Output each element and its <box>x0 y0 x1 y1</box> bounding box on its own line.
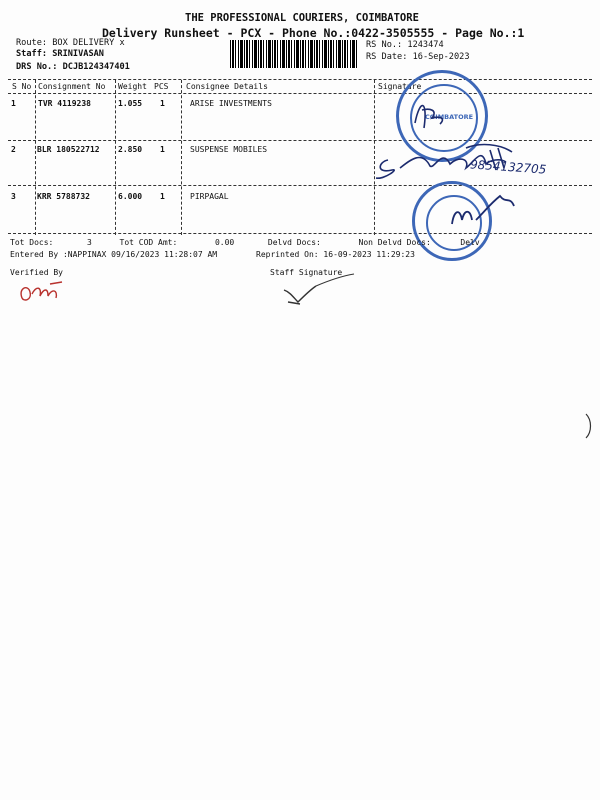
cell-pcs: 1 <box>160 192 165 201</box>
rs-date-value: 16-Sep-2023 <box>412 52 470 62</box>
drs-row <box>16 62 130 72</box>
staff-signature-mark <box>280 272 360 312</box>
cell-weight: 6.000 <box>118 192 143 201</box>
tot-cod-label: Tot COD Amt: <box>119 238 178 247</box>
cell-consignment: TVR 4119238 <box>38 99 91 108</box>
staff-row <box>16 49 104 59</box>
rs-no-label: RS No.: <box>366 40 403 50</box>
cell-pcs: 1 <box>160 99 165 108</box>
row-rule <box>8 185 592 186</box>
non-delvd-docs-label: Non Delvd Docs: <box>358 238 431 247</box>
tot-docs-label: Tot Docs: <box>10 238 54 247</box>
cell-sno: 3 <box>11 192 16 201</box>
cell-consignment: KRR 5788732 <box>37 192 90 201</box>
th-pcs: PCS <box>154 82 169 91</box>
rs-date-row <box>366 52 470 62</box>
entered-by: Entered By :NAPPINAX 09/16/2023 11:28:07 AM <box>10 250 218 259</box>
verified-signature <box>14 278 74 308</box>
row3-signature <box>440 190 520 240</box>
cell-weight: 2.850 <box>118 145 143 154</box>
cell-weight: 1.055 <box>118 99 143 108</box>
staff-value: SRINIVASAN <box>52 49 104 59</box>
table-top-rule <box>8 79 592 80</box>
barcode <box>230 40 358 68</box>
rs-no-row <box>366 40 444 50</box>
cell-pcs: 1 <box>160 145 165 154</box>
delvd-docs-label: Delvd Docs: <box>267 238 321 247</box>
handwritten-phone: 9854132705 <box>469 157 547 177</box>
table-header-rule <box>8 93 592 94</box>
totals-row <box>10 238 480 247</box>
cell-consignment: BLR 180522712 <box>37 145 100 154</box>
cell-consignee: ARISE INVESTMENTS <box>190 99 272 108</box>
cell-sno: 1 <box>11 99 16 108</box>
tot-docs-value: 3 <box>87 238 92 247</box>
col-divider <box>115 80 116 235</box>
tot-cod-value: 0.00 <box>214 238 235 247</box>
th-consignee: Consignee Details <box>186 82 268 91</box>
th-consignment: Consignment No <box>38 82 106 91</box>
staff-signature-label: Staff Signature <box>270 268 343 277</box>
route-value: BOX DELIVERY x <box>52 38 125 48</box>
drs-value: DCJB124347401 <box>62 62 130 72</box>
cell-consignee: SUSPENSE MOBILES <box>190 145 268 154</box>
rs-no-value: 1243474 <box>407 40 444 50</box>
route-row <box>16 38 125 48</box>
th-signature: Signature <box>378 82 422 91</box>
edge-mark <box>582 412 596 442</box>
col-divider <box>181 80 182 235</box>
th-sno: S No <box>12 82 32 91</box>
company-title: THE PROFESSIONAL COURIERS, COIMBATORE <box>185 12 419 24</box>
route-label: Route: <box>16 38 48 48</box>
staff-label: Staff: <box>16 49 48 59</box>
runsheet-title: Delivery Runsheet - PCX - Phone No.:0422-3505555 - Page No.:1 <box>102 26 525 40</box>
cell-consignee: PIRPAGAL <box>190 192 229 201</box>
col-divider <box>35 80 36 235</box>
cell-sno: 2 <box>11 145 16 154</box>
th-weight: Weight <box>118 82 147 91</box>
stamp-city-text: COIMBATORE <box>425 113 474 121</box>
delvd-truncated: Delv <box>460 238 480 247</box>
drs-label: DRS No.: <box>16 62 58 72</box>
rs-date-label: RS Date: <box>366 52 408 62</box>
verified-by-label: Verified By <box>10 268 63 277</box>
reprinted-on: Reprinted On: 16-09-2023 11:29:23 <box>256 250 415 259</box>
